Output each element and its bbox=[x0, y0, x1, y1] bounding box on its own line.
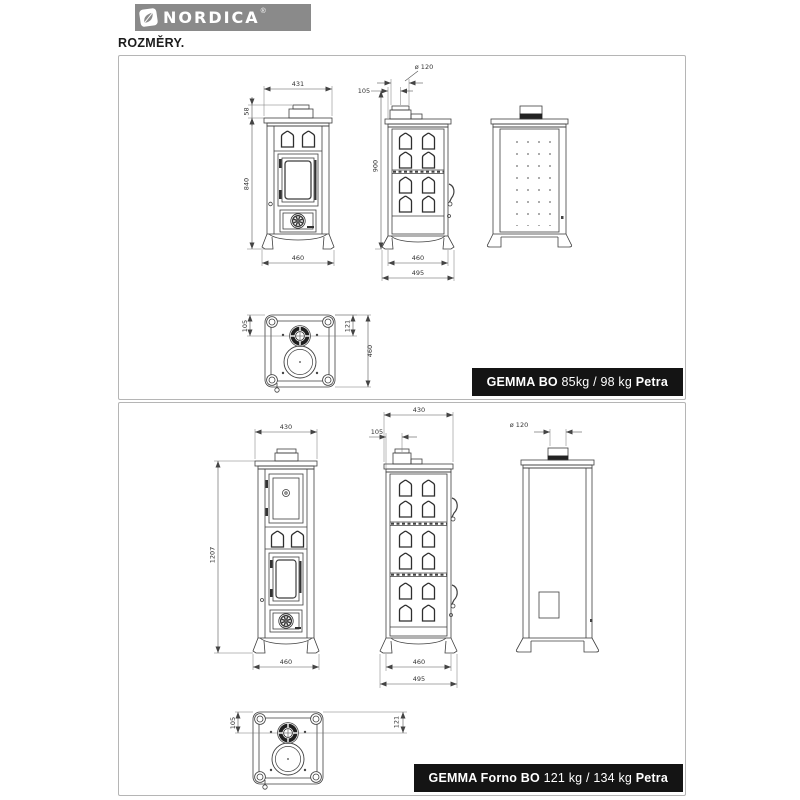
dim-text: 105 bbox=[241, 319, 249, 333]
dim-text: 460 bbox=[411, 254, 425, 262]
dim-text: ø 120 bbox=[414, 63, 434, 71]
dim-text: 460 bbox=[279, 658, 293, 666]
dim-plan-depth bbox=[335, 315, 374, 387]
dim-text: 1207 bbox=[208, 546, 217, 564]
gemma-forno-plan-view bbox=[253, 712, 323, 789]
dim-text: 495 bbox=[411, 269, 425, 277]
panel-gemma-forno-bo bbox=[118, 402, 686, 796]
dim-front-height bbox=[243, 118, 266, 249]
dim-side-flue-offset bbox=[358, 87, 413, 118]
logo-text: NORDICA bbox=[163, 7, 260, 27]
model-label-gemma-forno-bo bbox=[414, 764, 683, 792]
logo-registered-mark: ® bbox=[260, 8, 266, 15]
dim-back-flue-diameter bbox=[510, 421, 582, 446]
dim-text: 460 bbox=[366, 344, 374, 358]
dim-text: 460 bbox=[291, 254, 305, 262]
dim-text: 900 bbox=[371, 159, 380, 173]
model-name: GEMMA BO bbox=[486, 375, 558, 389]
dim-text: ø 120 bbox=[509, 421, 529, 429]
leaf-icon bbox=[138, 7, 159, 28]
gemma-bo-side-view bbox=[382, 106, 454, 249]
gemma-bo-back-view bbox=[487, 106, 571, 247]
dim-text: 460 bbox=[412, 658, 426, 666]
model-weights: 85kg / 98 kg bbox=[557, 375, 636, 389]
dim-text: 58 bbox=[242, 107, 251, 116]
drawing-gemma-forno-bo bbox=[119, 403, 685, 795]
dim-front-base-width bbox=[262, 250, 334, 266]
model-finish: Petra bbox=[635, 771, 668, 785]
dim-front-top-width bbox=[255, 423, 317, 459]
dim-text: 105 bbox=[357, 87, 371, 95]
dim-text: 105 bbox=[229, 716, 237, 730]
nordica-logo bbox=[135, 4, 311, 31]
dim-text: 431 bbox=[291, 80, 305, 88]
dim-text: 430 bbox=[279, 423, 293, 431]
dim-text: 121 bbox=[343, 319, 352, 333]
gemma-bo-plan-view bbox=[265, 315, 335, 392]
gemma-forno-front-view bbox=[253, 449, 319, 653]
model-name: GEMMA Forno BO bbox=[428, 771, 540, 785]
gemma-bo-front-view bbox=[262, 105, 334, 249]
dim-side-base-width bbox=[386, 654, 451, 671]
dim-side-flue-diameter bbox=[377, 63, 433, 105]
dim-side-top-width bbox=[384, 406, 453, 462]
dim-front-collar-height bbox=[243, 97, 293, 126]
page-title: ROZMĚRY. bbox=[118, 36, 185, 50]
dim-text: 105 bbox=[370, 428, 384, 436]
dim-front-base-width bbox=[253, 654, 319, 670]
dim-text: 430 bbox=[412, 406, 426, 414]
dim-text: 121 bbox=[392, 715, 401, 729]
model-label-gemma-bo bbox=[472, 368, 683, 396]
dim-text: 495 bbox=[412, 675, 426, 683]
model-weights: 121 kg / 134 kg bbox=[539, 771, 636, 785]
dim-front-height bbox=[209, 461, 256, 653]
drawing-gemma-bo bbox=[119, 56, 685, 399]
panel-gemma-bo bbox=[118, 55, 686, 400]
gemma-forno-side-view bbox=[380, 449, 457, 653]
dim-text: 840 bbox=[242, 177, 251, 191]
model-finish: Petra bbox=[635, 375, 668, 389]
dim-front-top-width bbox=[264, 80, 332, 116]
dim-side-base-width bbox=[388, 250, 448, 266]
dim-side-height bbox=[372, 91, 383, 249]
gemma-forno-back-view bbox=[516, 448, 598, 652]
